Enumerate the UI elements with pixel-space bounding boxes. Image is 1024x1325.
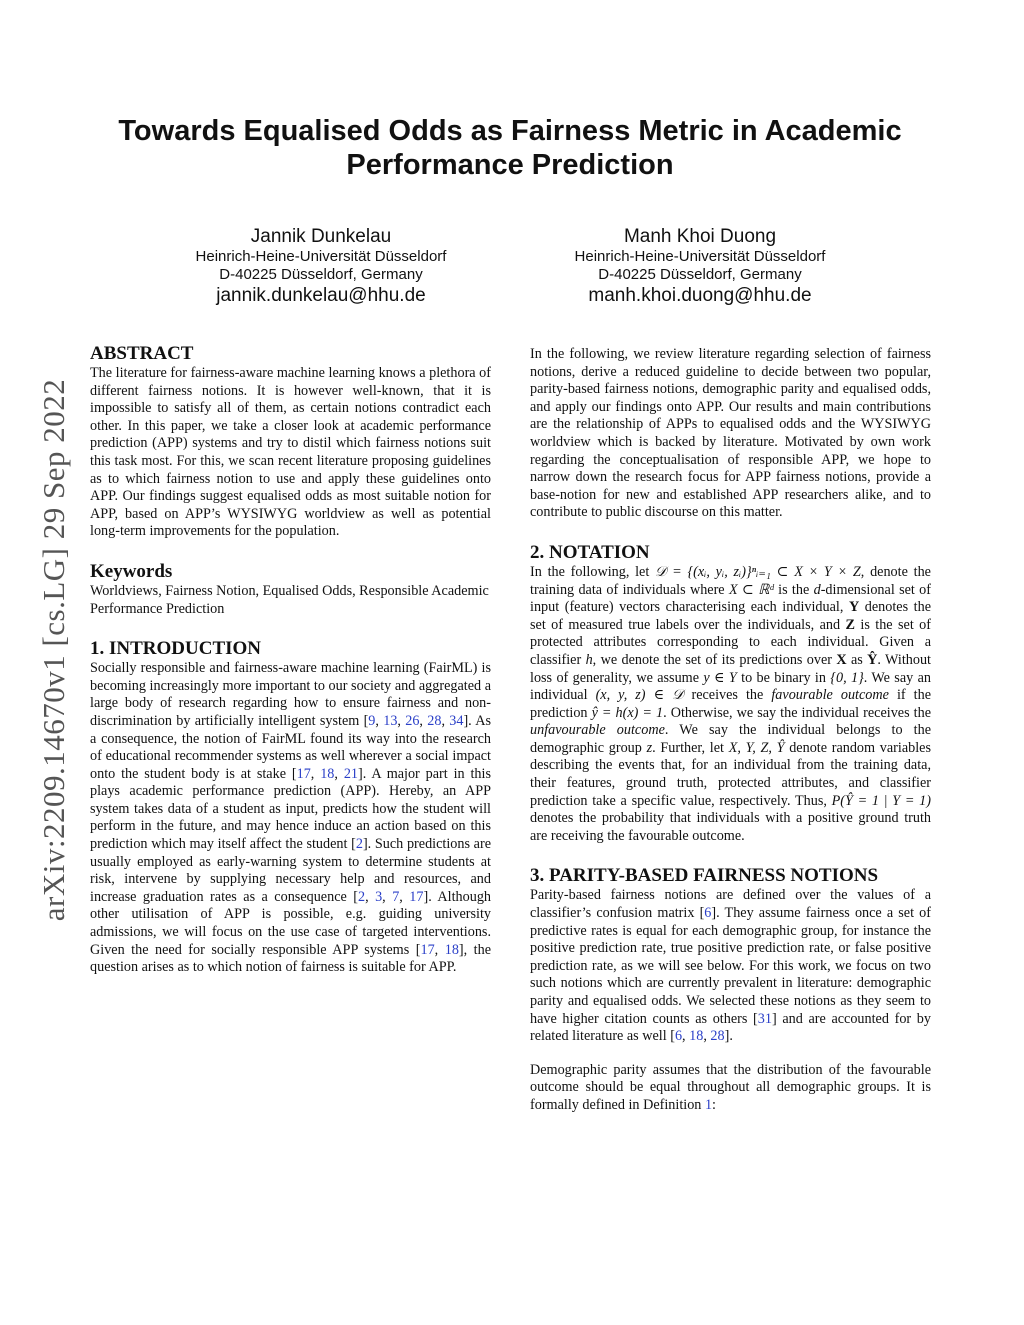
citation-link[interactable]: 6 [674, 1028, 683, 1045]
parity-paragraph-1: Parity-based fairness notions are defined over the values of a classifier’s confusion matrix [6]. They assume fairness once a set of predictive rates is equal for each demographic group, for instance the positive prediction rate, true positive prediction rate, or false positive prediction rate, as we will see below. For this work, we focus on two such notions which are currently prevalent in literature: demographic parity and equalised odds. We selected these notions as they seem to have higher citation counts as others [31] and are accounted for by related literature as well [6, 18, 28]. [530, 887, 931, 1045]
math-expression: X, Y, Z, Ŷ [728, 739, 785, 756]
abstract-text: The literature for fairness-aware machine learning knows a plethora of different fairness notions. It is however well-known, that it is impossible to satisfy all of them, as certain notions contradict each other. In this paper, we take a closer look at academic performance prediction (APP) systems and try to distil which fairness notions suit this task most. For this, we scan recent literature proposing guidelines as to which fairness notion to use and apply these guidelines onto APP. Our findings suggest equalised odds as most suitable notion for APP, based on APP’s WYSIWYG worldview as well as potential long-term improvements for the population. [90, 365, 491, 540]
left-column [90, 343, 491, 977]
math-expression: h [585, 651, 593, 668]
citation-link[interactable]: 2 [355, 836, 363, 853]
citation-link[interactable]: 21 [343, 765, 358, 782]
emphasis: unfavourable outcome [530, 722, 665, 739]
author-affiliation: Heinrich-Heine-Universität Düsseldorf [574, 248, 826, 265]
math-expression: z [646, 739, 653, 756]
emphasis: favourable outcome [771, 687, 889, 704]
introduction-paragraph: Socially responsible and fairness-aware machine learning (FairML) is becoming increasingly more important to our society and aggregated a large body of research regarding how to ensure fairness and non-discrimination by artificially intelligent system [9, 13, 26, 28, 34]. As a consequence, the notion of FairML found its way into the research of educational recommender systems as well wherever a social impact onto the student body is at stake [17, 18, 21]. A major part in this plays academic performance prediction (APP). Hereby, an APP system takes data of a student as input, predicts how the student will perform in the future, and may hence induce an action based on this prediction which may itself affect the student [2]. Such predictions are usually employed as early-warning system to determine students at risk, intervene by supplying necessary help and resources, and increase graduation rates as a consequence [2, 3, 7, 17]. Although other utilisation of APP is possible, e.g. guiding university admissions, we will focus on the use case of targeted interventions. Given the need for socially responsible APP systems [17, 18], the question arises as to which notion of fairness is suitable for APP. [90, 660, 492, 976]
keywords-heading: Keywords [90, 560, 173, 582]
paper-title: Towards Equalised Odds as Fairness Metric in Academic Performance Prediction [118, 115, 902, 181]
notation-heading: 2. NOTATION [530, 541, 650, 563]
math-expression: Z [845, 616, 855, 633]
definition-link[interactable]: 1 [704, 1096, 713, 1113]
author-block-1 [156, 226, 486, 308]
author-name: Manh Khoi Duong [623, 226, 777, 247]
intro-continuation-paragraph: In the following, we review literature regarding selection of fairness notions, derive a reduced guideline to decide between two popular, parity-based fairness notions, demographic parity and equalised odds, and apply our findings onto APP. Our results and main contributions are the relationship of APPs to equalised odds and the WYSIWYG worldview which is backed by literature. Motivated by own work regarding the conceptualisation of responsible APP, we hope to narrow down the research focus for APP fairness notions, provide a base-notion for new and established APP researchers alike, and to contribute to public discourse on this matter. [530, 346, 931, 521]
math-expression: P(Ŷ = 1 | Y = 1) [831, 792, 931, 809]
citation-link[interactable]: 9 [368, 712, 376, 729]
author-affiliation: Heinrich-Heine-Universität Düsseldorf [195, 248, 447, 265]
citation-link[interactable]: 18 [689, 1028, 704, 1045]
right-column [530, 346, 931, 1115]
citation-link[interactable]: 13 [383, 712, 398, 729]
notation-paragraph: In the following, let 𝒟 = {(xᵢ, yᵢ, zᵢ)}ⁿᵢ₌₁ ⊂ X × Y × Z, denote the training data of individuals where X ⊂ ℝᵈ is the d-dimensional set of input (feature) vectors characterising each individual, Y denotes the set of measured true labels over the individuals, and Z is the set of protected attributes corresponding to each individual. Given a classifier h, we denote the set of its predictions over X as Ŷ. Without loss of generality, we assume y ∈ Y to be binary in {0, 1}. We say an individual (x, y, z) ∈ 𝒟 receives the favourable outcome if the prediction ŷ = h(x) = 1. Otherwise, we say the individual receives the unfavourable outcome. We say the individual belongs to the demographic group z. Further, let X, Y, Z, Ŷ denote random variables describing the events that, for an individual from the training data, their features, ground truth, protected attributes, and classifier prediction take a specific value, respectively. Thus, P(Ŷ = 1 | Y = 1) denotes the probability that individuals with a positive ground truth are receiving the favourable outcome. [530, 563, 932, 844]
citation-link[interactable]: 28 [710, 1028, 725, 1045]
parity-paragraph-2: Demographic parity assumes that the distribution of the favourable outcome should be equal throughout all demographic groups. It is formally defined in Definition 1: [530, 1061, 931, 1113]
author-email: jannik.dunkelau@hhu.de [216, 285, 426, 306]
citation-link[interactable]: 18 [320, 765, 335, 782]
citation-link[interactable]: 3 [375, 888, 383, 905]
arxiv-identifier: arXiv:2209.14670v1 [cs.LG] 29 Sep 2022 [36, 378, 71, 922]
math-expression: {0, 1} [830, 669, 864, 686]
abstract-heading: ABSTRACT [90, 343, 194, 364]
introduction-heading: 1. INTRODUCTION [90, 638, 262, 660]
citation-link[interactable]: 31 [757, 1010, 772, 1027]
citation-link[interactable]: 28 [427, 712, 442, 729]
math-expression: (x, y, z) ∈ 𝒟 [595, 687, 684, 704]
citation-link[interactable]: 17 [409, 888, 424, 905]
citation-link[interactable]: 18 [444, 941, 459, 958]
math-expression: ŷ = h(x) = 1 [591, 704, 664, 721]
math-expression: Ŷ [867, 651, 878, 668]
author-address: D-40225 Düsseldorf, Germany [598, 266, 802, 283]
parity-heading: 3. PARITY-BASED FAIRNESS NOTIONS [530, 865, 879, 887]
author-email: manh.khoi.duong@hhu.de [588, 285, 812, 306]
citation-link[interactable]: 17 [420, 941, 435, 958]
author-block-2 [535, 226, 865, 308]
citation-link[interactable]: 34 [449, 712, 464, 729]
math-expression: d [813, 581, 821, 598]
citation-link[interactable]: 26 [405, 712, 420, 729]
citation-link[interactable]: 17 [296, 765, 311, 782]
math-expression: y ∈ Y [703, 669, 737, 686]
math-expression: 𝒟 = {(xᵢ, yᵢ, zᵢ)}ⁿᵢ₌₁ ⊂ X × Y × Z [655, 563, 861, 580]
math-expression: X ⊂ ℝᵈ [728, 581, 774, 598]
math-expression: Y [848, 599, 860, 616]
author-address: D-40225 Düsseldorf, Germany [219, 266, 423, 283]
citation-link[interactable]: 2 [357, 888, 366, 905]
citation-link[interactable]: 6 [704, 905, 712, 922]
math-expression: X [836, 651, 847, 668]
citation-link[interactable]: 7 [392, 888, 400, 905]
author-name: Jannik Dunkelau [250, 226, 392, 247]
keywords-text: Worldviews, Fairness Notion, Equalised Odds, Responsible Academic Performance Prediction [90, 582, 489, 617]
